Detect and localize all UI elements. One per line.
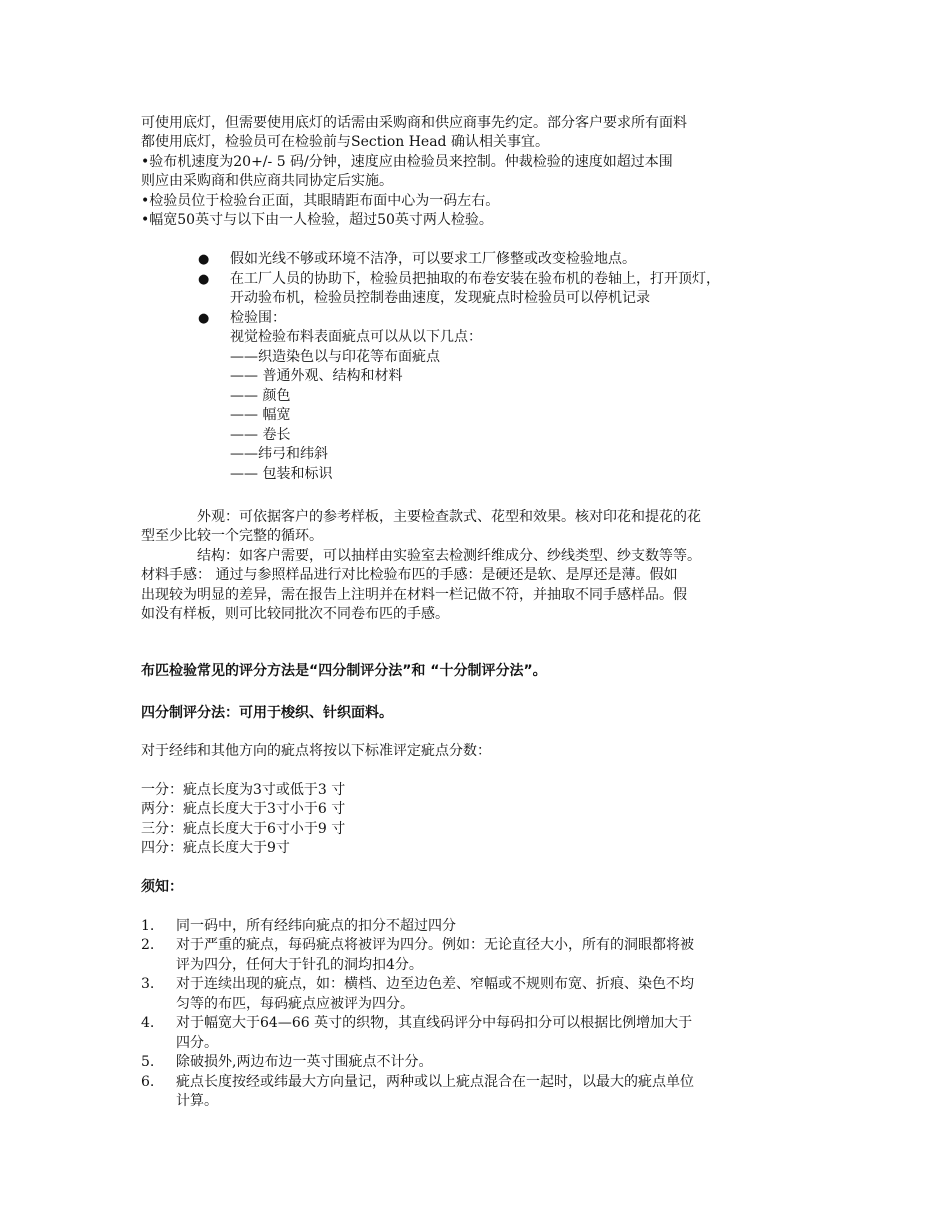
intro-line: 则应由采购商和供应商共同协定后实施。 (141, 173, 393, 189)
bullet-item: 假如光线不够或环境不洁净，可以要求工厂修整或改变检验地点。 (230, 251, 636, 267)
bullet-dot: ● (198, 252, 210, 267)
note-line: 对于连续出现的疵点，如：横档、边至边色差、窄幅或不规则布宽、折痕、染色不均 (176, 976, 694, 992)
intro-line: 可使用底灯，但需要使用底灯的话需由采购商和供应商事先约定。部分客户要求所有面料 (141, 115, 687, 131)
heading-four-point: 四分制评分法：可用于梭织、针织面料。 (141, 705, 393, 721)
scope-line: ——织造染色以与印花等布面疵点 (230, 349, 440, 365)
criteria-intro: 对于经纬和其他方向的疵点将按以下标准评定疵点分数： (141, 743, 491, 759)
intro-line: •幅宽50英寸与以下由一人检验，超过50英寸两人检验。 (141, 212, 493, 228)
note-line: 计算。 (176, 1093, 218, 1109)
note-number: 6. (141, 1074, 155, 1090)
note-line: 对于严重的疵点，每码疵点将被评为四分。例如：无论直径大小，所有的洞眼都将被 (176, 937, 694, 953)
note-line: 对于幅宽大于64—66 英寸的织物，其直线码评分中每码扣分可以根据比例增加大于 (176, 1015, 693, 1031)
score-line: 一分：疵点长度为3寸或低于3 寸 (141, 782, 346, 798)
note-line: 评为四分，任何大于针孔的洞均扣4分。 (176, 957, 423, 973)
scope-line: —— 颜色 (230, 388, 291, 404)
note-line: 同一码中，所有经纬向疵点的扣分不超过四分 (176, 918, 456, 934)
note-line: 匀等的布匹，每码疵点应被评为四分。 (176, 996, 414, 1012)
intro-line: •验布机速度为20+/- 5 码/分钟，速度应由检验员来控制。仲裁检验的速度如超过本围 (141, 154, 673, 170)
scope-line: —— 包装和标识 (230, 466, 333, 482)
scope-line: 视觉检验布料表面疵点可以从以下几点： (230, 329, 482, 345)
paragraph-line: 结构：如客户需要，可以抽样由实验室去检测纤维成分、纱线类型、纱支数等等。 (197, 548, 701, 564)
note-line: 四分。 (176, 1035, 218, 1051)
bullet-dot: ● (198, 272, 210, 287)
paragraph-line: 出现较为明显的差异，需在报告上注明并在材料一栏记做不符，并抽取不同手感样品。假 (141, 587, 687, 603)
scope-line: ——纬弓和纬斜 (230, 446, 328, 462)
scope-line: —— 幅宽 (230, 407, 291, 423)
note-number: 2. (141, 937, 155, 953)
score-line: 四分：疵点长度大于9寸 (141, 840, 290, 856)
bullet-item: 在工厂人员的协助下，检验员把抽取的布卷安装在验布机的卷轴上，打开顶灯， (230, 271, 720, 287)
paragraph-line: 如没有样板，则可比较同批次不同卷布匹的手感。 (141, 606, 449, 622)
bullet-dot: ● (198, 311, 210, 326)
note-line: 疵点长度按经或纬最大方向量记，两种或以上疵点混合在一起时，以最大的疵点单位 (176, 1074, 694, 1090)
heading-scoring-methods: 布匹检验常见的评分方法是“四分制评分法”和 “十分制评分法”。 (141, 663, 547, 679)
paragraph-line: 材料手感： 通过与参照样品进行对比检验布匹的手感：是硬还是软、是厚还是薄。假如 (141, 567, 678, 583)
note-number: 3. (141, 976, 155, 992)
intro-line: 都使用底灯，检验员可在检验前与Section Head 确认相关事宜。 (141, 134, 549, 150)
note-number: 1. (141, 918, 155, 934)
scope-line: —— 卷长 (230, 427, 291, 443)
scope-line: —— 普通外观、结构和材料 (230, 368, 403, 384)
intro-line: •检验员位于检验台正面，其眼睛距布面中心为一码左右。 (141, 193, 500, 209)
paragraph-line: 外观：可依据客户的参考样板，主要检查款式、花型和效果。核对印花和提花的花 (197, 509, 701, 525)
paragraph-line: 型至少比较一个完整的循环。 (141, 528, 323, 544)
score-line: 三分：疵点长度大于6寸小于9 寸 (141, 821, 346, 837)
bullet-item: 开动验布机，检验员控制卷曲速度，发现疵点时检验员可以停机记录 (230, 290, 650, 306)
note-number: 4. (141, 1015, 155, 1031)
note-number: 5. (141, 1054, 155, 1070)
bullet-item: 检验围： (230, 310, 286, 326)
notice-heading: 须知： (141, 879, 183, 895)
score-line: 两分：疵点长度大于3寸小于6 寸 (141, 801, 346, 817)
note-line: 除破损外,两边布边一英寸围疵点不计分。 (176, 1054, 433, 1070)
